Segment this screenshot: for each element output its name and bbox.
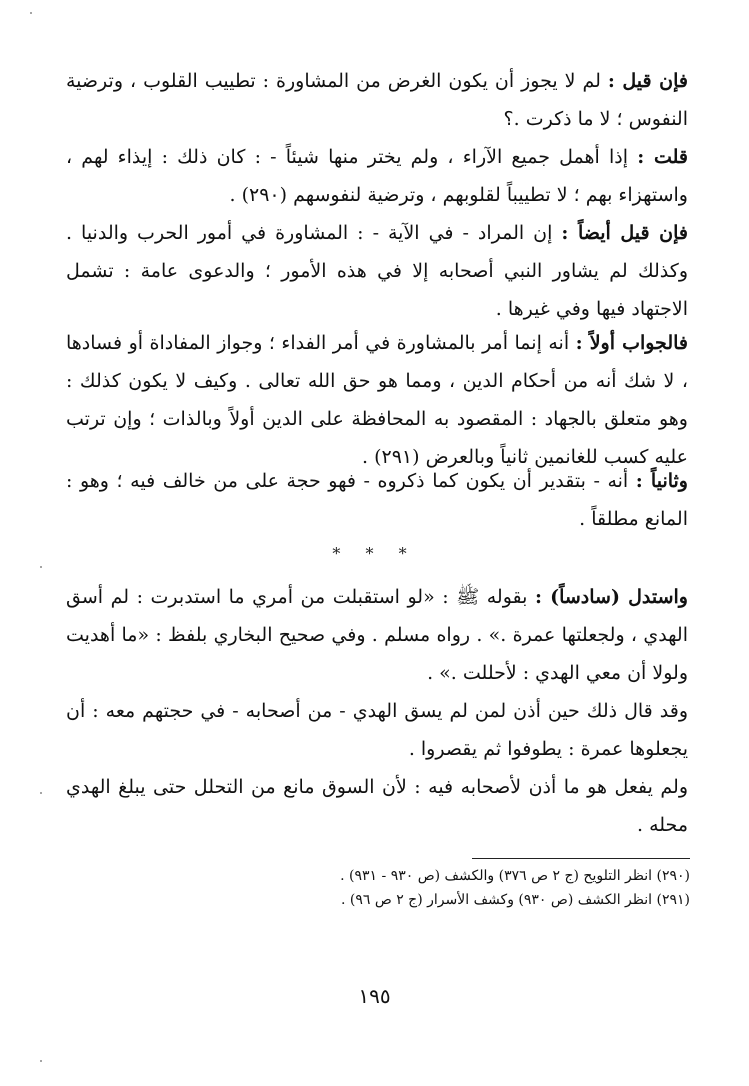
- paragraph-text: إذا أهمل جميع الآراء ، ولم يختر منها شيئاً - : كان ذلك : إيذاء لهم ، واستهزاء بهم ؛ لا تطييباً لقلوبهم ، وترضية لنفوسهم (٢٩٠) .: [66, 146, 688, 206]
- paragraph-context: [66, 692, 714, 768]
- paragraph-text: إن المراد - في الآية - : المشاورة في أمور الحرب والدنيا . وكذلك لم يشاور النبي أصحابه إلا في هذه الأمور ؛ والدعوى عامة : تشمل الاجتهاد فيها وفي غيرها .: [66, 222, 688, 320]
- paragraph-lead: فإن قيل أيضاً :: [561, 222, 688, 244]
- page-number: ١٩٥: [358, 984, 391, 1008]
- paragraph-answer-first: [66, 324, 688, 476]
- paragraph-lead: وثانياً :: [635, 470, 688, 492]
- paragraph-objection-1: [66, 62, 688, 138]
- paragraph-text: وقد قال ذلك حين أذن لمن لم يسق الهدي - من أصحابه - في حجتهم معه : أن يجعلوها عمرة : يطوفوا ثم يقصروا .: [66, 700, 688, 760]
- paragraph-text: أنه إنما أمر بالمشاورة في أمر الفداء ؛ وجواز المفاداة أو فسادها ، لا شك أنه من أحكام الدين ، ومما هو حق الله تعالى . وكيف لا يكون كذلك : وهو متعلق بالجهاد : المقصود به المحافظة على الدين أولاً وبالذات ؛ وإن ترتب عليه كسب للغانمين ثانياً وبالعرض (٢٩١) .: [66, 332, 688, 468]
- paragraph-lead: قلت :: [637, 146, 688, 168]
- section-divider: * * *: [332, 544, 417, 563]
- paragraph-text: أنه - بتقدير أن يكون كما ذكروه - فهو حجة على من خالف فيه ؛ وهو : المانع مطلقاً .: [66, 470, 688, 530]
- paragraph-reply-1: [66, 138, 688, 214]
- paragraph-lead: فالجواب أولاً :: [575, 332, 688, 354]
- footnote-291: (٢٩١) انظر الكشف (ص ٩٣٠) وكشف الأسرار (ج ٢ ص ٩٦) .: [340, 892, 690, 908]
- paragraph-text: لم لا يجوز أن يكون الغرض من المشاورة : تطييب القلوب ، وترضية النفوس ؛ لا ما ذكرت .؟: [66, 70, 688, 130]
- scan-speck: [30, 12, 32, 14]
- scan-speck: [40, 566, 42, 568]
- paragraph-reason: [66, 768, 714, 844]
- paragraph-text: بقوله ﷺ : «لو استقبلت من أمري ما استدبرت : لم أسق الهدي ، ولجعلتها عمرة .» . رواه مسلم . وفي صحيح البخاري بلفظ : «ما أهديت ولولا أن معي الهدي : لأحللت .» .: [66, 586, 688, 684]
- paragraph-text: ولم يفعل هو ما أذن لأصحابه فيه : لأن السوق مانع من التحلل حتى يبلغ الهدي محله .: [66, 776, 688, 836]
- paragraph-sixth-argument: [66, 578, 714, 692]
- footnote-separator: [472, 858, 690, 859]
- paragraph-lead: فإن قيل :: [607, 70, 688, 92]
- paragraph-lead: واستدل (سادساً) :: [534, 586, 688, 608]
- scan-speck: [40, 1060, 42, 1062]
- scan-speck: [40, 792, 42, 794]
- footnote-290: (٢٩٠) انظر التلويح (ج ٢ ص ٣٧٦) والكشف (ص ٩٣٠ - ٩٣١) .: [340, 868, 690, 884]
- paragraph-objection-2: [66, 214, 688, 328]
- paragraph-answer-second: [66, 462, 688, 538]
